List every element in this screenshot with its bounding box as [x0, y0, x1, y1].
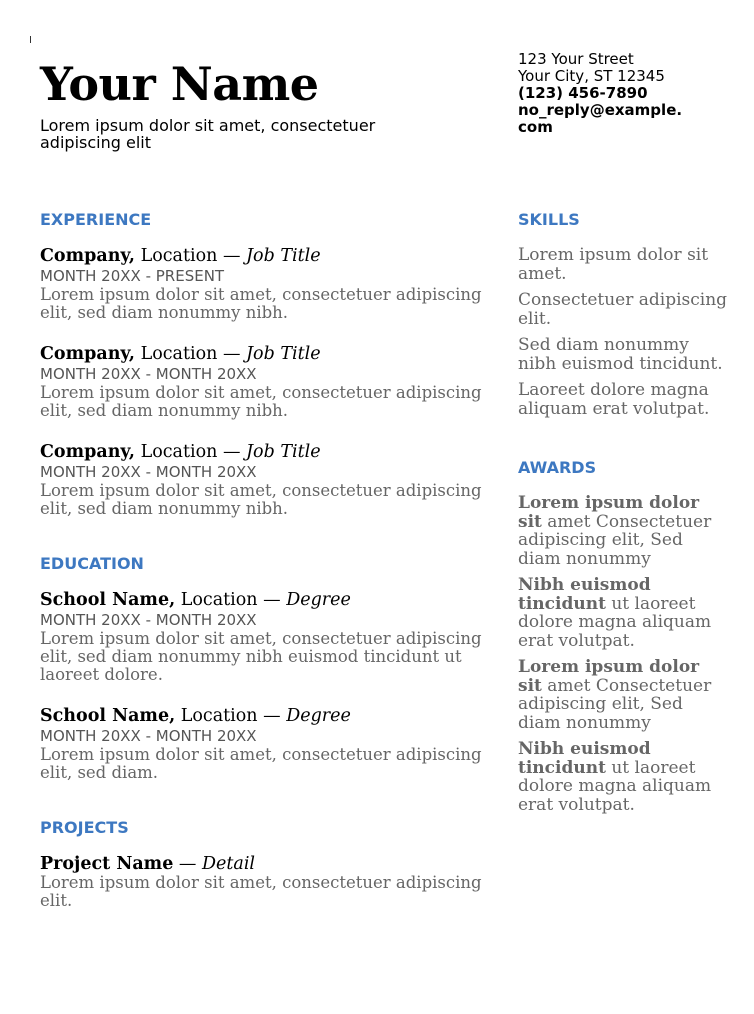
entry-location: Location — [175, 590, 287, 610]
resume-name[interactable]: Your Name [40, 57, 319, 111]
entry-org: Project Name [40, 854, 174, 874]
skills-list [518, 246, 728, 418]
award-title: Lorem ipsum dolor sit [518, 493, 700, 532]
contact-city: Your City, ST 12345 [518, 67, 665, 85]
entry-role: Degree [286, 706, 351, 726]
entry-title [40, 590, 490, 610]
entry-description: Lorem ipsum dolor sit amet, consectetuer adipiscing elit, sed diam nonummy nibh. [40, 285, 482, 322]
experience-heading[interactable]: EXPERIENCE [40, 210, 152, 229]
section-spacer [518, 418, 728, 458]
entry-description: Lorem ipsum dolor sit amet, consectetuer adipiscing elit. [40, 873, 482, 910]
experience-entry[interactable] [40, 344, 490, 420]
skill-item[interactable]: Lorem ipsum dolor sit amet. [518, 245, 709, 284]
main-column [40, 210, 490, 910]
award-item[interactable] [518, 494, 728, 568]
entry-title [40, 854, 490, 874]
award-text: ut laoreet dolore magna aliquam erat volutpat. [518, 757, 712, 815]
awards-list [518, 494, 728, 814]
award-item[interactable] [518, 576, 728, 650]
entry-title [40, 706, 490, 726]
contact-phone: (123) 456-7890 [518, 84, 648, 102]
contact-block[interactable] [518, 51, 718, 136]
education-heading[interactable]: EDUCATION [40, 554, 144, 573]
award-text: amet Consectetuer adipiscing elit, Sed diam nonummy [518, 511, 712, 569]
entry-title [40, 246, 490, 266]
award-text: ut laoreet dolore magna aliquam erat volutpat. [518, 593, 712, 651]
entry-org: School Name, [40, 590, 176, 610]
entry-dates: MONTH 20XX - MONTH 20XX [40, 463, 257, 481]
contact-street: 123 Your Street [518, 50, 634, 68]
project-entry[interactable] [40, 854, 490, 910]
skills-heading[interactable]: SKILLS [518, 210, 580, 229]
skill-item[interactable]: Consectetuer adipiscing elit. [518, 290, 728, 329]
entry-description: Lorem ipsum dolor sit amet, consectetuer adipiscing elit, sed diam nonummy nibh euismod tincidunt ut laoreet dolore. [40, 629, 482, 684]
entry-org: Company, [40, 442, 136, 462]
skill-item[interactable]: Laoreet dolore magna aliquam erat volutpat. [518, 380, 710, 419]
entry-role: Detail [201, 854, 256, 874]
resume-tagline[interactable]: Lorem ipsum dolor sit amet, consectetuer adipiscing elit [40, 116, 376, 152]
text-cursor [30, 36, 31, 43]
entry-location: Location — [135, 442, 247, 462]
entry-location: Location — [175, 706, 287, 726]
entry-org: Company, [40, 344, 136, 364]
projects-list [40, 854, 490, 910]
award-item[interactable] [518, 740, 728, 814]
education-list [40, 590, 490, 782]
contact-email-part: no_reply@example. [518, 101, 683, 119]
entry-location: Location — [135, 344, 247, 364]
entry-title [40, 442, 490, 462]
award-title: Lorem ipsum dolor sit [518, 657, 700, 696]
entry-location: Location — [135, 246, 247, 266]
experience-list [40, 246, 490, 518]
award-item[interactable] [518, 658, 728, 732]
entry-role: Job Title [246, 442, 321, 462]
awards-heading[interactable]: AWARDS [518, 458, 597, 477]
entry-org: Company, [40, 246, 136, 266]
skill-item[interactable]: Sed diam nonummy nibh euismod tincidunt. [518, 335, 723, 374]
section-spacer [40, 782, 490, 818]
education-entry[interactable] [40, 590, 490, 684]
entry-dates: MONTH 20XX - PRESENT [40, 267, 225, 285]
projects-heading[interactable]: PROJECTS [40, 818, 129, 837]
entry-dates: MONTH 20XX - MONTH 20XX [40, 611, 257, 629]
entry-role: Job Title [246, 246, 321, 266]
experience-entry[interactable] [40, 442, 490, 518]
entry-description: Lorem ipsum dolor sit amet, consectetuer adipiscing elit, sed diam nonummy nibh. [40, 481, 482, 518]
award-text: amet Consectetuer adipiscing elit, Sed diam nonummy [518, 675, 712, 733]
side-column [518, 210, 728, 814]
entry-dates: MONTH 20XX - MONTH 20XX [40, 727, 257, 745]
entry-role: Job Title [246, 344, 321, 364]
contact-email-part: com [518, 118, 553, 136]
award-title: Nibh euismod tincidunt [518, 739, 651, 778]
entry-description: Lorem ipsum dolor sit amet, consectetuer adipiscing elit, sed diam. [40, 745, 482, 782]
experience-entry[interactable] [40, 246, 490, 322]
entry-dates: MONTH 20XX - MONTH 20XX [40, 365, 257, 383]
award-title: Nibh euismod tincidunt [518, 575, 651, 614]
contact-email [518, 102, 718, 136]
section-spacer [40, 518, 490, 554]
entry-role: Degree [286, 590, 351, 610]
education-entry[interactable] [40, 706, 490, 782]
entry-description: Lorem ipsum dolor sit amet, consectetuer adipiscing elit, sed diam nonummy nibh. [40, 383, 482, 420]
entry-title [40, 344, 490, 364]
entry-location: — [173, 854, 202, 874]
entry-org: School Name, [40, 706, 176, 726]
